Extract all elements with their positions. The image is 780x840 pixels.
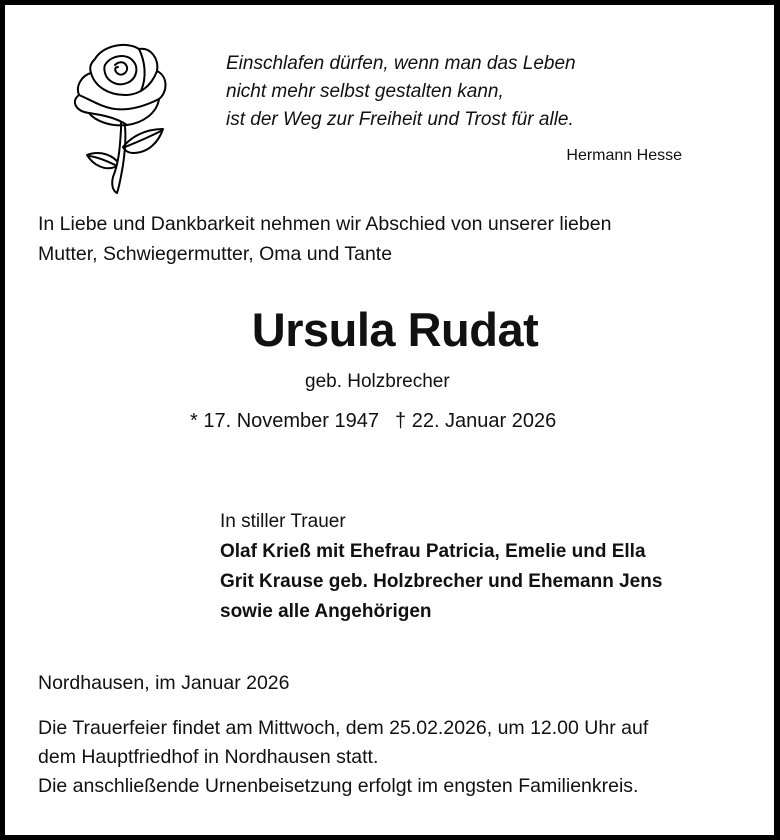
intro-line: In Liebe und Dankbarkeit nehmen wir Abschied von unserer lieben [38, 213, 612, 235]
mourner-line: sowie alle Angehörigen [220, 601, 432, 622]
service-info [38, 714, 648, 801]
maiden-name: geb. Holzbrecher [305, 371, 450, 392]
death-date: † 22. Januar 2026 [395, 410, 557, 432]
mourner-line: Olaf Krieß mit Ehefrau Patricia, Emelie und Ella [220, 541, 646, 562]
quote-line: Einschlafen dürfen, wenn man das Leben [226, 53, 576, 74]
rose-icon [65, 37, 185, 195]
quote-line: nicht mehr selbst gestalten kann, [226, 81, 504, 102]
birth-date: * 17. November 1947 [190, 410, 380, 432]
quote-line: ist der Weg zur Freiheit und Trost für alle. [226, 109, 574, 130]
service-line: Die Trauerfeier findet am Mittwoch, dem 25.02.2026, um 12.00 Uhr auf [38, 717, 649, 739]
life-dates [190, 410, 556, 433]
service-line: Die anschließende Urnenbeisetzung erfolgt im engsten Familienkreis. [38, 775, 639, 797]
mourner-line: Grit Krause geb. Holzbrecher und Ehemann Jens [220, 571, 663, 592]
intro-text [38, 209, 611, 269]
deceased-name: Ursula Rudat [251, 303, 539, 356]
obituary-card [5, 5, 774, 835]
mourners [220, 507, 662, 627]
intro-line: Mutter, Schwiegermutter, Oma und Tante [38, 243, 393, 265]
service-line: dem Hauptfriedhof in Nordhausen statt. [38, 746, 379, 768]
quote-author: Hermann Hesse [566, 147, 682, 164]
mourners-heading: In stiller Trauer [220, 511, 346, 532]
quote [226, 50, 576, 134]
place-date: Nordhausen, im Januar 2026 [38, 672, 290, 694]
